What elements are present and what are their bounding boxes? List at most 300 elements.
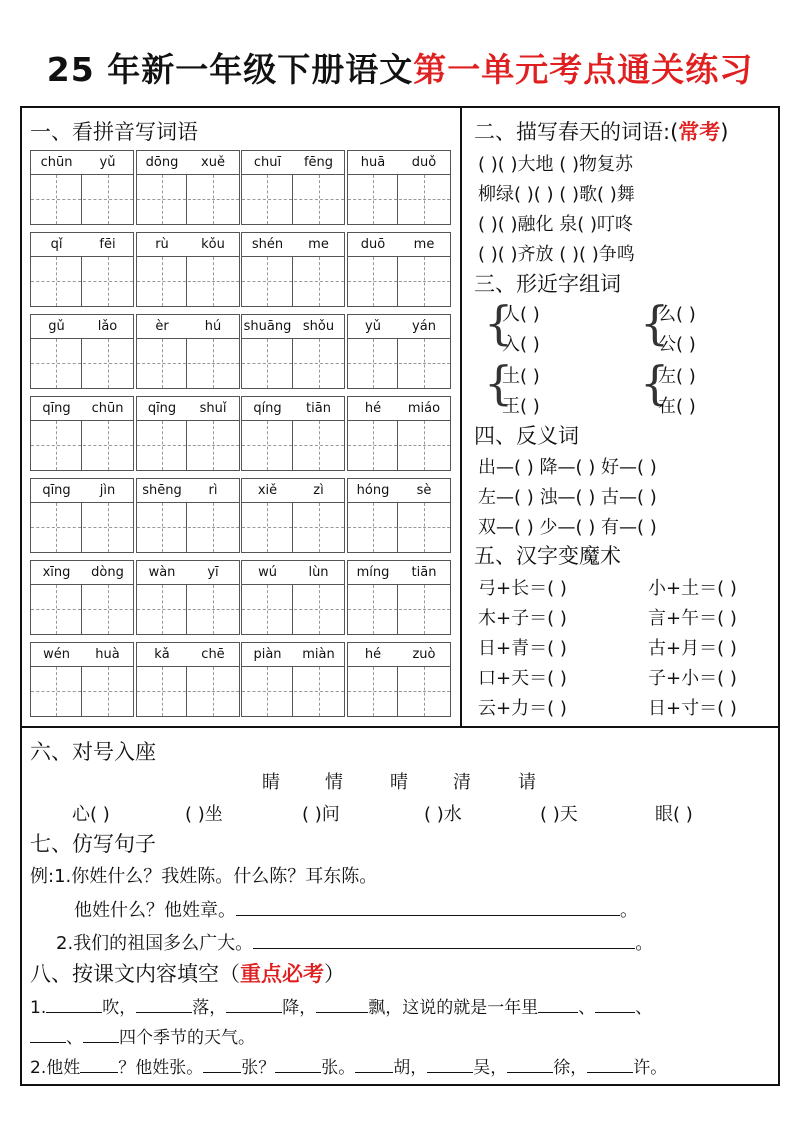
sec8-heading-text: 八、按课文内容填空（ — [30, 962, 240, 986]
tianzige-box[interactable] — [399, 421, 450, 470]
tianzige-box[interactable] — [83, 585, 134, 634]
tianzige-box[interactable] — [399, 667, 450, 716]
guide-line — [267, 421, 268, 470]
pinyin-syllable: yǔ — [365, 319, 381, 334]
pinyin-syllable: wàn — [148, 565, 176, 580]
guide-line — [56, 421, 57, 470]
guide-line — [267, 585, 268, 634]
guide-line — [162, 339, 163, 388]
word-cell — [30, 150, 134, 225]
pinyin-syllable: xuě — [201, 155, 225, 170]
tianzige-box[interactable] — [137, 421, 188, 470]
page-title — [0, 44, 800, 91]
tianzige-box[interactable] — [137, 257, 188, 306]
tianzige-box[interactable] — [188, 339, 239, 388]
sec1-heading: 一、看拼音写词语 — [30, 120, 198, 144]
pinyin-label-row — [242, 561, 344, 585]
tianzige-box[interactable] — [83, 667, 134, 716]
sec3-item[interactable]: 入( ) — [502, 334, 540, 355]
pinyin-label-row — [31, 151, 133, 175]
tianzige-box[interactable] — [83, 503, 134, 552]
word-cell — [241, 642, 345, 717]
tianzige-box[interactable] — [399, 175, 450, 224]
guide-line — [424, 257, 425, 306]
pinyin-syllable: miáo — [407, 401, 441, 416]
tianzige-box[interactable] — [294, 257, 345, 306]
guide-line — [319, 339, 320, 388]
tianzige-box[interactable] — [242, 667, 293, 716]
guide-line — [319, 175, 320, 224]
sec4-line[interactable]: 左—( ) 浊—( ) 古—( ) — [478, 487, 657, 508]
tianzige-box[interactable] — [137, 175, 188, 224]
tianzige-box[interactable] — [188, 667, 239, 716]
tianzige-box[interactable] — [188, 421, 239, 470]
text: 飘，这说的就是一年里 — [368, 998, 539, 1018]
sec2-close: ) — [720, 120, 729, 144]
tianzige-box[interactable] — [31, 667, 82, 716]
pinyin-syllable: dōng — [145, 155, 179, 170]
sec3-item[interactable]: 左( ) — [658, 366, 696, 387]
answer-line[interactable] — [80, 1055, 118, 1073]
pinyin-label-row — [348, 479, 450, 503]
tianzige-box[interactable] — [31, 503, 82, 552]
pinyin-syllable: miàn — [302, 647, 335, 662]
sec4-line[interactable]: 出—( ) 降—( ) 好—( ) — [478, 457, 657, 478]
pinyin-syllable: qīng — [42, 401, 71, 416]
word-cell — [30, 560, 134, 635]
brace-icon: { — [484, 296, 514, 350]
sec2-line[interactable]: ( )( )大地 ( )物复苏 — [478, 154, 634, 175]
pinyin-row — [30, 150, 450, 225]
pinyin-syllable: me — [413, 237, 435, 252]
guide-line — [108, 503, 109, 552]
pinyin-label-row — [242, 643, 344, 667]
tianzige-box[interactable] — [294, 339, 345, 388]
text: 四个季节的天气。 — [119, 1028, 255, 1048]
sec3-item[interactable]: 么( ) — [658, 304, 696, 325]
guide-line — [213, 667, 214, 716]
guide-line — [319, 421, 320, 470]
word-cell — [347, 150, 451, 225]
pinyin-syllable: wú — [258, 565, 277, 580]
tianzige-box[interactable] — [348, 585, 399, 634]
pinyin-syllable: qǐ — [50, 237, 63, 252]
text: 2.他姓 — [30, 1058, 81, 1078]
pinyin-syllable: qīng — [42, 483, 71, 498]
answer-line[interactable] — [83, 1025, 119, 1043]
answer-line[interactable] — [538, 995, 578, 1013]
pinyin-syllable: duō — [360, 237, 386, 252]
text: 吴， — [473, 1058, 508, 1078]
pinyin-row — [30, 642, 450, 717]
pinyin-label-row — [348, 561, 450, 585]
pinyin-syllable: rì — [208, 483, 218, 498]
sec3-item[interactable]: 土( ) — [502, 366, 540, 387]
tianzige-box[interactable] — [348, 667, 399, 716]
word-cell — [241, 150, 345, 225]
guide-line — [373, 339, 374, 388]
pinyin-syllable: míng — [356, 565, 390, 580]
word-cell — [30, 478, 134, 553]
pinyin-row — [30, 396, 450, 471]
guide-line — [56, 667, 57, 716]
char-option: 请 — [518, 772, 536, 793]
pinyin-syllable: lùn — [308, 565, 329, 580]
word-cell — [30, 232, 134, 307]
word-cell — [241, 396, 345, 471]
sec7-line — [74, 896, 638, 922]
guide-line — [108, 585, 109, 634]
char-option: 睛 — [262, 772, 280, 793]
text: ？他姓张。 — [118, 1058, 204, 1078]
sec4-line[interactable]: 双—( ) 少—( ) 有—( ) — [478, 517, 657, 538]
tianzige-box[interactable] — [242, 257, 293, 306]
pinyin-syllable: yī — [207, 565, 219, 580]
answer-line[interactable] — [253, 931, 635, 949]
guide-line — [424, 503, 425, 552]
pinyin-syllable: shǒu — [302, 319, 335, 334]
brace-icon: { — [640, 356, 670, 410]
guide-line — [213, 175, 214, 224]
tianzige-box[interactable] — [188, 257, 239, 306]
sec2-heading-text: 二、描写春天的词语:( — [474, 120, 679, 144]
tianzige-box[interactable] — [348, 257, 399, 306]
word-cell — [30, 642, 134, 717]
tianzige-box[interactable] — [188, 175, 239, 224]
pinyin-label-row — [348, 151, 450, 175]
word-cell — [136, 560, 240, 635]
guide-line — [213, 257, 214, 306]
pinyin-syllable: shuǐ — [199, 401, 227, 416]
word-cell — [347, 232, 451, 307]
tianzige-box[interactable] — [83, 175, 134, 224]
answer-line[interactable] — [316, 995, 368, 1013]
sec4-heading: 四、反义词 — [474, 424, 579, 448]
answer-line[interactable] — [226, 995, 282, 1013]
pinyin-label-row — [242, 151, 344, 175]
pinyin-syllable: xīng — [42, 565, 71, 580]
pinyin-syllable: duǒ — [411, 155, 437, 170]
pinyin-syllable: qíng — [253, 401, 282, 416]
sec5-left-item[interactable]: 云+力＝( ) — [478, 698, 567, 719]
pinyin-syllable: dòng — [91, 565, 124, 580]
sec5-right-item[interactable]: 日+寸＝( ) — [648, 698, 737, 719]
text: 张。 — [321, 1058, 356, 1078]
sec3-item[interactable]: 公( ) — [658, 334, 696, 355]
pinyin-syllable: yǔ — [99, 155, 116, 170]
guide-line — [108, 339, 109, 388]
char-option: 晴 — [390, 772, 408, 793]
tianzige-box[interactable] — [31, 339, 82, 388]
sec6-blank[interactable]: ( )问 — [302, 804, 340, 825]
sec6-blank[interactable]: ( )天 — [540, 804, 578, 825]
word-cell — [136, 478, 240, 553]
sec3-item[interactable]: 在( ) — [658, 396, 696, 417]
tianzige-box[interactable] — [294, 175, 345, 224]
pinyin-label-row — [137, 233, 239, 257]
sec7-end: 。 — [620, 900, 638, 921]
tianzige-box[interactable] — [83, 339, 134, 388]
tianzige-box[interactable] — [348, 503, 399, 552]
pinyin-syllable: sè — [416, 483, 432, 498]
pinyin-syllable: fēng — [303, 155, 334, 170]
guide-line — [424, 339, 425, 388]
word-cell — [347, 478, 451, 553]
pinyin-syllable: chūn — [40, 155, 73, 170]
pinyin-label-row — [31, 561, 133, 585]
word-cell — [347, 642, 451, 717]
tianzige-box[interactable] — [83, 257, 134, 306]
tianzige-box[interactable] — [137, 667, 188, 716]
text: 降， — [282, 998, 317, 1018]
tianzige-box[interactable] — [348, 339, 399, 388]
sec5-right-item[interactable]: 子+小＝( ) — [648, 668, 737, 689]
tianzige-box[interactable] — [31, 257, 82, 306]
pinyin-syllable: shén — [251, 237, 284, 252]
tianzige-box[interactable] — [188, 503, 239, 552]
sec7-line — [56, 929, 653, 955]
sec6-blank[interactable]: ( )水 — [424, 804, 462, 825]
pinyin-syllable: zuò — [412, 647, 436, 662]
pinyin-row — [30, 314, 450, 389]
sec7-heading: 七、仿写句子 — [30, 832, 156, 856]
sec3-item[interactable]: 王( ) — [502, 396, 540, 417]
sec5-left-item[interactable]: 口+天＝( ) — [478, 668, 567, 689]
pinyin-syllable: hé — [364, 647, 382, 662]
answer-line[interactable] — [507, 1055, 553, 1073]
answer-line[interactable] — [587, 1055, 633, 1073]
sec2-line[interactable]: 柳绿( )( ) ( )歌( )舞 — [478, 184, 635, 205]
pinyin-syllable: wén — [43, 647, 70, 662]
answer-line[interactable] — [595, 995, 635, 1013]
sec3-item[interactable]: 人( ) — [502, 304, 540, 325]
word-cell — [347, 560, 451, 635]
pinyin-syllable: shuāng — [243, 319, 292, 334]
tianzige-box[interactable] — [294, 503, 345, 552]
text: 吹， — [102, 998, 137, 1018]
text: 徐， — [553, 1058, 588, 1078]
char-option: 清 — [453, 772, 471, 793]
sec5-right-item[interactable]: 小+土＝( ) — [648, 578, 737, 599]
tianzige-box[interactable] — [399, 339, 450, 388]
pinyin-syllable: yán — [412, 319, 436, 334]
text: 胡， — [393, 1058, 428, 1078]
pinyin-label-row — [137, 479, 239, 503]
tianzige-box[interactable] — [294, 421, 345, 470]
tianzige-box[interactable] — [31, 421, 82, 470]
pinyin-label-row — [137, 561, 239, 585]
tianzige-box[interactable] — [399, 257, 450, 306]
guide-line — [319, 667, 320, 716]
pinyin-syllable: chūn — [91, 401, 124, 416]
text: 落， — [192, 998, 227, 1018]
tianzige-box[interactable] — [399, 585, 450, 634]
tianzige-box[interactable] — [242, 421, 293, 470]
sec8-line1 — [30, 993, 652, 1018]
title-grade: 25 年新一年级下册语文 — [46, 50, 414, 89]
pinyin-label-row — [348, 233, 450, 257]
tianzige-box[interactable] — [242, 175, 293, 224]
sec7-example: 例:1.你姓什么？我姓陈。什么陈？耳东陈。 — [30, 866, 378, 887]
section-divider — [20, 726, 780, 728]
tianzige-box[interactable] — [137, 585, 188, 634]
answer-line[interactable] — [427, 1055, 473, 1073]
guide-line — [108, 257, 109, 306]
guide-line — [267, 667, 268, 716]
answer-line[interactable] — [275, 1055, 321, 1073]
pinyin-syllable: piàn — [253, 647, 282, 662]
pinyin-syllable: xiě — [257, 483, 278, 498]
guide-line — [56, 503, 57, 552]
sec6-blank[interactable]: ( )坐 — [185, 804, 223, 825]
tianzige-box[interactable] — [137, 339, 188, 388]
guide-line — [424, 585, 425, 634]
pinyin-row — [30, 478, 450, 553]
guide-line — [213, 421, 214, 470]
sec2-tag: 常考 — [678, 120, 721, 144]
sec7-line-text: 2.我们的祖国多么广大。 — [56, 933, 254, 954]
tianzige-box[interactable] — [188, 585, 239, 634]
pinyin-label-row — [31, 233, 133, 257]
word-cell — [347, 396, 451, 471]
sec5-heading: 五、汉字变魔术 — [474, 544, 621, 568]
guide-line — [213, 585, 214, 634]
guide-line — [162, 421, 163, 470]
tianzige-box[interactable] — [31, 175, 82, 224]
pinyin-syllable: me — [308, 237, 329, 252]
text: 、 — [578, 998, 596, 1018]
guide-line — [267, 339, 268, 388]
pinyin-syllable: qīng — [147, 401, 177, 416]
guide-line — [373, 503, 374, 552]
sec7-line-text: 他姓什么？他姓章。 — [74, 900, 236, 921]
brace-icon: { — [640, 296, 670, 350]
guide-line — [108, 175, 109, 224]
sec6-heading: 六、对号入座 — [30, 740, 156, 764]
sec8-line2 — [30, 1023, 255, 1048]
pinyin-label-row — [348, 397, 450, 421]
guide-line — [373, 585, 374, 634]
answer-line[interactable] — [30, 1025, 66, 1043]
word-cell — [136, 314, 240, 389]
text: 1. — [30, 998, 47, 1018]
answer-line[interactable] — [236, 898, 620, 916]
guide-line — [424, 175, 425, 224]
pinyin-label-row — [31, 643, 133, 667]
sec6-blank[interactable]: 眼( ) — [655, 804, 693, 825]
guide-line — [373, 175, 374, 224]
sec5-left-item[interactable]: 木+子＝( ) — [478, 608, 567, 629]
sec8-line3 — [30, 1053, 667, 1078]
tianzige-box[interactable] — [242, 585, 293, 634]
sec5-left-item[interactable]: 弓+长＝( ) — [478, 578, 567, 599]
pinyin-syllable: huā — [360, 155, 386, 170]
guide-line — [162, 667, 163, 716]
text: 、 — [635, 998, 653, 1018]
word-cell — [136, 232, 240, 307]
pinyin-syllable: fēi — [99, 237, 116, 252]
tianzige-box[interactable] — [294, 667, 345, 716]
word-cell — [241, 232, 345, 307]
char-option: 情 — [325, 772, 343, 793]
pinyin-label-row — [31, 315, 133, 339]
sec8-close: ） — [324, 962, 345, 986]
sec5-right-item[interactable]: 古+月＝( ) — [648, 638, 737, 659]
pinyin-label-row — [137, 151, 239, 175]
title-unit: 第一单元考点通关练习 — [413, 50, 754, 89]
pinyin-label-row — [348, 315, 450, 339]
pinyin-row — [30, 560, 450, 635]
pinyin-syllable: chē — [201, 647, 225, 662]
pinyin-label-row — [137, 315, 239, 339]
pinyin-syllable: jìn — [99, 483, 116, 498]
tianzige-box[interactable] — [399, 503, 450, 552]
answer-line[interactable] — [203, 1055, 241, 1073]
brace-icon: { — [484, 356, 514, 410]
pinyin-label-row — [242, 315, 344, 339]
guide-line — [319, 585, 320, 634]
tianzige-box[interactable] — [31, 585, 82, 634]
pinyin-label-row — [31, 479, 133, 503]
pinyin-label-row — [137, 397, 239, 421]
pinyin-label-row — [348, 643, 450, 667]
tianzige-box[interactable] — [294, 585, 345, 634]
pinyin-syllable: hé — [364, 401, 382, 416]
guide-line — [319, 503, 320, 552]
sec6-blank[interactable]: 心( ) — [72, 804, 110, 825]
tianzige-box[interactable] — [348, 175, 399, 224]
guide-line — [267, 175, 268, 224]
guide-line — [162, 175, 163, 224]
guide-line — [56, 585, 57, 634]
tianzige-box[interactable] — [83, 421, 134, 470]
sec5-right-item[interactable]: 言+午＝( ) — [648, 608, 737, 629]
sec3-heading: 三、形近字组词 — [474, 272, 621, 296]
word-cell — [136, 642, 240, 717]
guide-line — [373, 257, 374, 306]
sec5-left-item[interactable]: 日+青＝( ) — [478, 638, 567, 659]
sec2-line[interactable]: ( )( )融化 泉( )叮咚 — [478, 214, 634, 235]
word-cell — [241, 478, 345, 553]
sec8-tag: 重点必考 — [240, 962, 324, 986]
guide-line — [267, 257, 268, 306]
tianzige-box[interactable] — [137, 503, 188, 552]
tianzige-box[interactable] — [242, 339, 293, 388]
pinyin-syllable: tiān — [411, 565, 437, 580]
pinyin-syllable: chuī — [253, 155, 282, 170]
pinyin-syllable: èr — [155, 319, 169, 334]
guide-line — [373, 421, 374, 470]
word-cell — [30, 314, 134, 389]
guide-line — [213, 503, 214, 552]
sec2-line[interactable]: ( )( )齐放 ( )( )争鸣 — [478, 244, 635, 265]
answer-line[interactable] — [46, 995, 102, 1013]
pinyin-label-row — [242, 397, 344, 421]
guide-line — [373, 667, 374, 716]
text: 、 — [66, 1028, 83, 1048]
text: 张？ — [241, 1058, 276, 1078]
tianzige-box[interactable] — [348, 421, 399, 470]
guide-line — [108, 667, 109, 716]
answer-line[interactable] — [136, 995, 192, 1013]
guide-line — [162, 503, 163, 552]
tianzige-box[interactable] — [242, 503, 293, 552]
word-cell — [30, 396, 134, 471]
pinyin-syllable: zì — [313, 483, 324, 498]
pinyin-label-row — [31, 397, 133, 421]
answer-line[interactable] — [355, 1055, 393, 1073]
guide-line — [56, 257, 57, 306]
